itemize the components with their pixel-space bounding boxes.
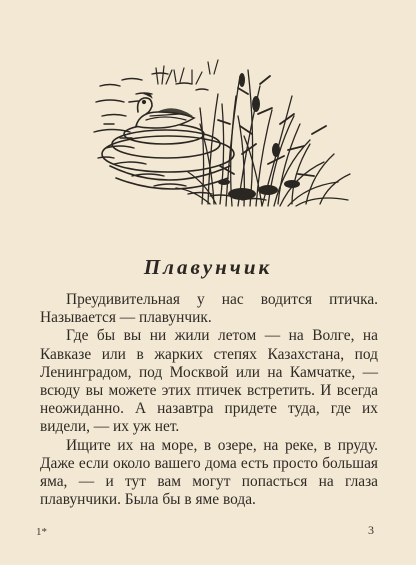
bird-ripples — [102, 124, 234, 189]
paragraph-3: Ищите их на море, в озере, на реке, в пруду. Даже если около вашего дома есть просто большая яма, — и тут вам могут попасться на глаза плавунчики. Была бы в яме вода. — [40, 436, 378, 509]
grass-tufts — [156, 60, 218, 84]
printer-signature-mark: 1* — [36, 526, 47, 538]
reed-leaves — [218, 76, 326, 176]
bird-swimming-among-reeds-illustration — [92, 54, 354, 210]
bird-icon — [129, 94, 194, 129]
page-number: 3 — [368, 523, 374, 537]
page-title: Плавунчик — [143, 255, 273, 279]
paragraph-2: Где бы вы ни жили летом — на Волге, на Кавказе или в жарких степях Казахстана, под Ленинградом, под Москвой или на Камчатке, — всюду вы можете этих птичек встретить. И всегда неожиданно. А назавтра придете туда, где их видели, — их уж нет. — [40, 327, 378, 436]
story-body — [40, 291, 378, 509]
paragraph-1: Преудивительная у нас водится птичка. Называется — плавунчик. — [40, 291, 378, 327]
